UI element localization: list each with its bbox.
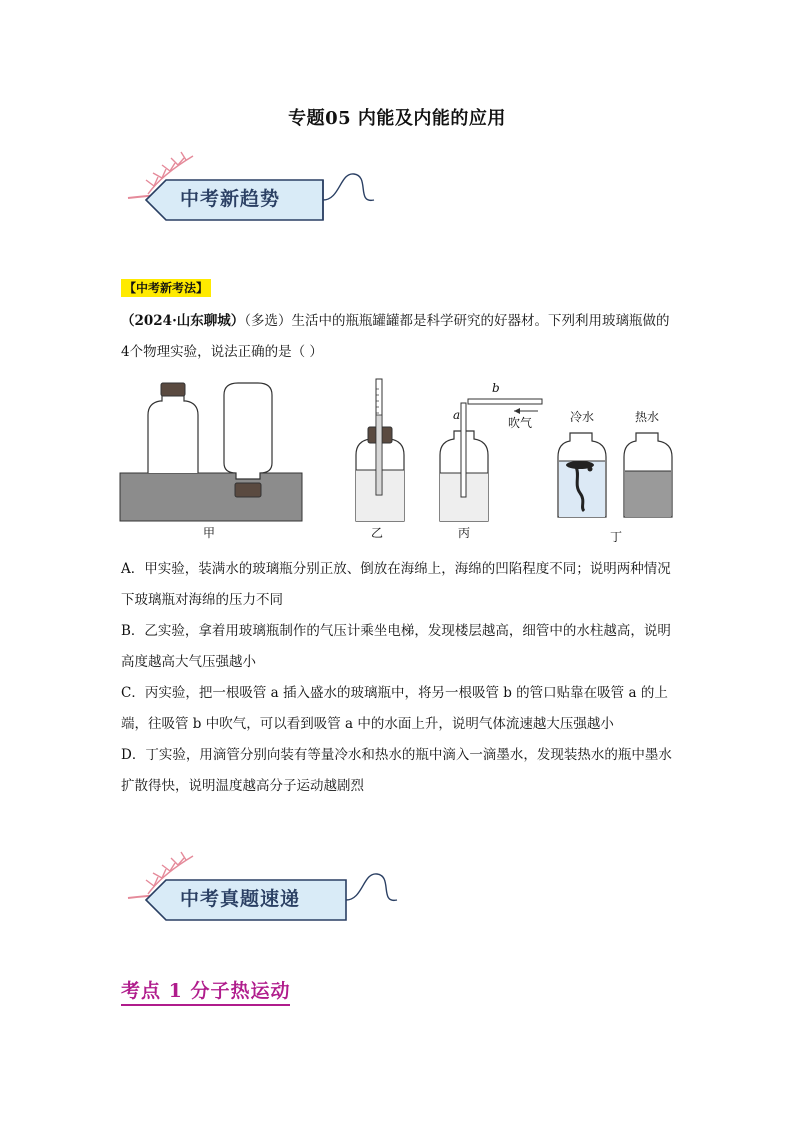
option-d: D．丁实验，用滴管分别向装有等量冷水和热水的瓶中滴入一滴墨水，发现装热水的瓶中墨水扩散得快，说明温度越高分子运动越剧烈 xyxy=(121,747,672,794)
question-source: （2024·山东聊城） xyxy=(121,313,245,329)
experiment-yi xyxy=(356,379,404,540)
label-jia: 甲 xyxy=(203,526,216,540)
label-b: b xyxy=(492,381,500,395)
label-blow: 吹气 xyxy=(508,416,533,430)
label-hot: 热水 xyxy=(635,410,660,424)
question-tag: 【中考新考法】 xyxy=(121,279,211,297)
label-cold: 冷水 xyxy=(570,410,595,424)
experiment-ding xyxy=(558,409,672,544)
option-c: C．丙实验，把一根吸管 a 插入盛水的玻璃瓶中，将另一根吸管 b 的管口贴靠在吸管 a 的上端，往吸管 b 中吹气，可以看到吸管 a 中的水面上升，说明气体流速越大压强越小 xyxy=(121,685,668,732)
label-ding: 丁 xyxy=(610,530,623,544)
label-a: a xyxy=(453,408,461,422)
page-title: 专题05 内能及内能的应用 xyxy=(288,108,506,129)
option-b: B．乙实验，拿着用玻璃瓶制作的气压计乘坐电梯，发现楼层越高，细管中的水柱越高，说明高度越高大气压强越小 xyxy=(121,623,671,670)
section-banner-real-exams xyxy=(118,850,408,928)
option-a: A．甲实验，装满水的玻璃瓶分别正放、倒放在海绵上，海绵的凹陷程度不同；说明两种情况下玻璃瓶对海绵的压力不同 xyxy=(121,561,671,608)
experiment-figure xyxy=(118,375,678,545)
topic-heading: 考点 1 分子热运动 xyxy=(121,976,290,1006)
question-stem xyxy=(121,306,677,368)
experiment-illustration xyxy=(118,375,678,545)
experiment-bing xyxy=(440,381,542,540)
banner-2-title: 中考真题速递 xyxy=(180,888,301,910)
question-stem-text: （多选）生活中的瓶瓶罐罐都是科学研究的好器材。下列利用玻璃瓶做的4个物理实验，说法正确的是（ ） xyxy=(121,313,670,360)
label-yi: 乙 xyxy=(371,526,384,540)
experiment-jia xyxy=(120,375,302,540)
section-banner-trend xyxy=(118,150,408,228)
label-bing: 丙 xyxy=(458,526,471,540)
option-list xyxy=(121,554,677,802)
banner-1-title: 中考新趋势 xyxy=(180,188,281,210)
